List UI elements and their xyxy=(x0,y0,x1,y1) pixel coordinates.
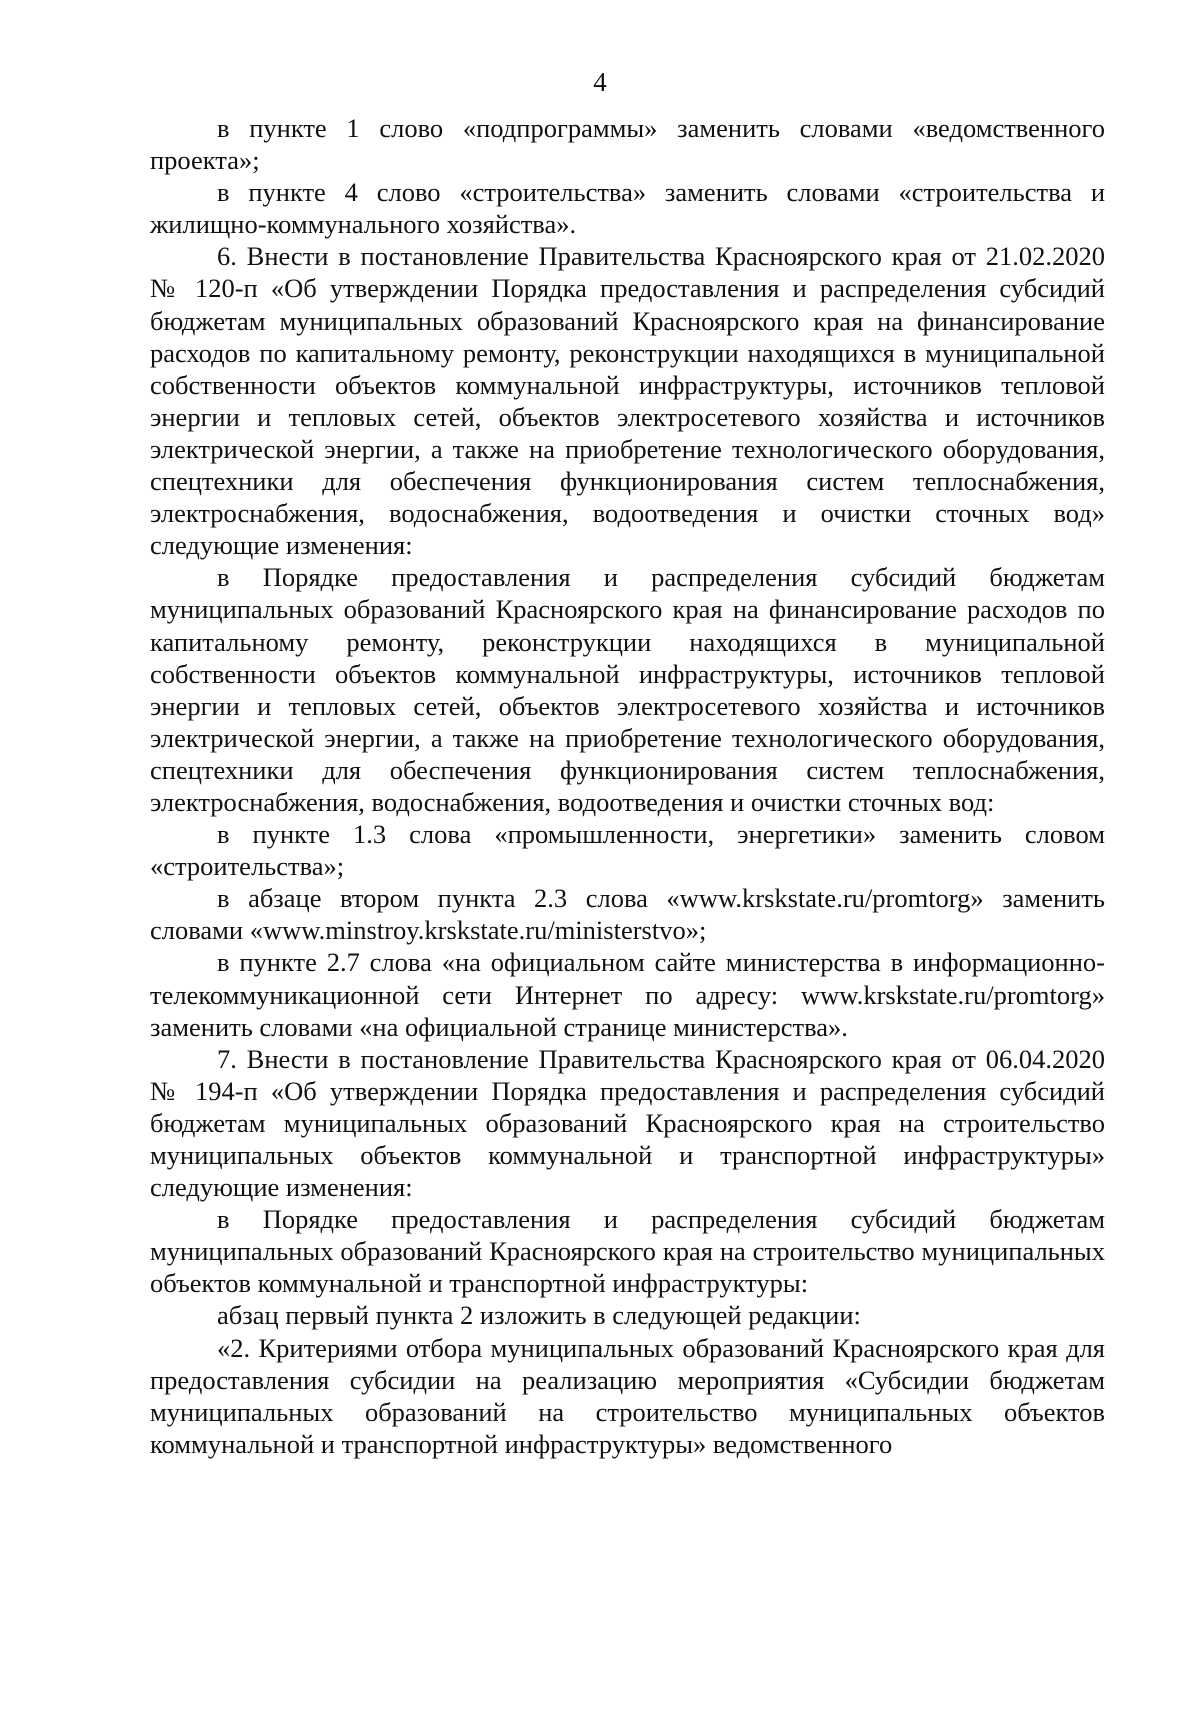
paragraph-3: 6. Внести в постановление Правительства Красноярского края от 21.02.2020 № 120-п «Об утверждении Порядка предоставления и распределения субсидий бюджетам муниципальных образований Красноярского края на финансирование расходов по капитальному ремонту, реконструкции находящихся в муниципальной собственности объектов коммунальной инфраструктуры, источников тепловой энергии и тепловых сетей, объектов электросетевого хозяйства и источников электрической энергии, а также на приобретение технологического оборудования, спецтехники для обеспечения функционирования систем теплоснабжения, электроснабжения, водоснабжения, водоотведения и очистки сточных вод» следующие изменения: xyxy=(150,241,1105,561)
paragraph-10: абзац первый пункта 2 изложить в следующей редакции: xyxy=(217,1300,861,1331)
page-number: 4 xyxy=(593,67,607,97)
paragraph-2: в пункте 4 слово «строительства» заменить словами «строительства и жилищно-коммунального хозяйства». xyxy=(150,177,1105,240)
paragraph-8: 7. Внести в постановление Правительства Красноярского края от 06.04.2020 № 194-п «Об утверждении Порядка предоставления и распределения субсидий бюджетам муниципальных образований Красноярского края на строительство муниципальных объектов коммунальной и транспортной инфраструктуры» следующие изменения: xyxy=(150,1043,1105,1203)
paragraph-7: в пункте 2.7 слова «на официальном сайте министерства в информационно-телекоммуникационной сети Интернет по адресу: www.krskstate.ru/promtorg» заменить словами «на официальной странице министерства». xyxy=(150,947,1105,1042)
paragraph-1: в пункте 1 слово «подпрограммы» заменить словами «ведомственного проекта»; xyxy=(150,113,1105,176)
paragraph-4: в Порядке предоставления и распределения субсидий бюджетам муниципальных образований Красноярского края на финансирование расходов по капитальному ремонту, реконструкции находящихся в муниципальной собственности объектов коммунальной инфраструктуры, источников тепловой энергии и тепловых сетей, объектов электросетевого хозяйства и источников электрической энергии, а также на приобретение технологического оборудования, спецтехники для обеспечения функционирования систем теплоснабжения, электроснабжения, водоснабжения, водоотведения и очистки сточных вод: xyxy=(150,562,1105,817)
paragraph-11: «2. Критериями отбора муниципальных образований Красноярского края для предоставления субсидии на реализацию мероприятия «Субсидии бюджетам муниципальных образований на строительство муниципальных объектов коммунальной и транспортной инфраструктуры» ведомственного xyxy=(150,1332,1105,1459)
document-body xyxy=(150,112,1105,1460)
paragraph-9: в Порядке предоставления и распределения субсидий бюджетам муниципальных образований Красноярского края на строительство муниципальных объектов коммунальной и транспортной инфраструктуры: xyxy=(150,1204,1105,1299)
paragraph-5: в пункте 1.3 слова «промышленности, энергетики» заменить словом «строительства»; xyxy=(150,819,1105,882)
paragraph-6: в абзаце втором пункта 2.3 слова «www.krskstate.ru/promtorg» заменить словами «www.minstroy.krskstate.ru/ministerstvo»; xyxy=(150,883,1105,946)
